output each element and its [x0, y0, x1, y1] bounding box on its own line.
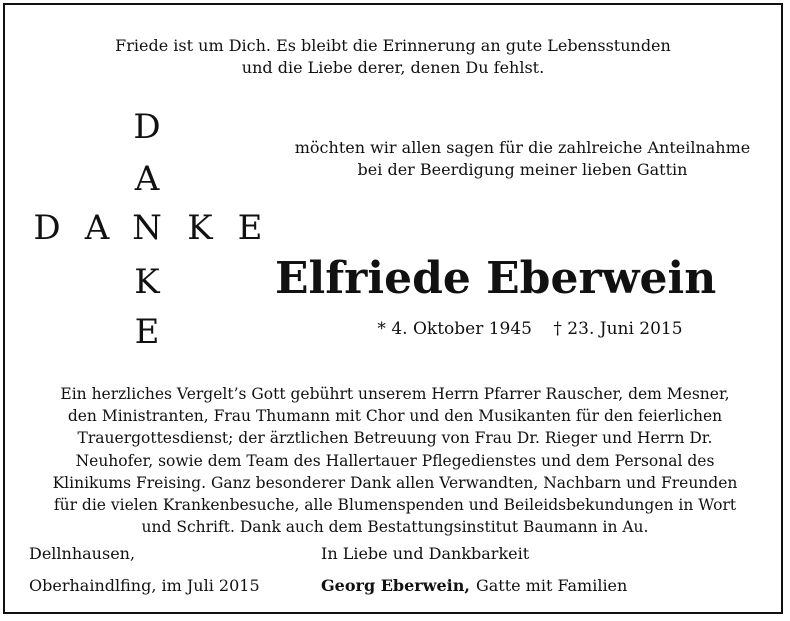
cross-vertical-letter-1: D: [133, 107, 161, 147]
thanks-line: Neuhofer, sowie dem Team des Hallertauer Pflegedienstes und dem Personal des: [75, 451, 715, 470]
signature-place: [29, 543, 260, 597]
thanks-line: den Ministranten, Frau Thumann mit Chor und den Musikanten für den feierlichen: [67, 407, 723, 426]
birth-date: * 4. Oktober 1945: [377, 319, 532, 339]
signatory-relation: Gatte mit Familien: [475, 576, 628, 595]
closing-phrase: In Liebe und Dankbarkeit: [321, 544, 530, 563]
life-dates: [350, 317, 710, 341]
thanks-line: für die vielen Krankenbesuche, alle Blumenspenden und Beileidsbekundungen in Wort: [53, 496, 737, 515]
intro-text: [275, 137, 770, 181]
cross-vertical-letter-2: A: [134, 159, 160, 199]
motto-line-1: Friede ist um Dich. Es bleibt die Erinnerung an gute Lebensstunden: [115, 36, 671, 55]
thanks-line: Trauergottesdienst; der ärztlichen Betreuung von Frau Dr. Rieger und Herrn Dr.: [77, 429, 713, 448]
signatory-name: Georg Eberwein,: [321, 576, 470, 595]
place-line-2: Oberhaindlfing, im Juli 2015: [29, 576, 260, 595]
thanks-line: Klinikums Freising. Ganz besonderer Dank allen Verwandten, Nachbarn und Freunden: [52, 473, 738, 492]
intro-line-2: bei der Beerdigung meiner lieben Gattin: [357, 160, 688, 179]
cross-horizontal-letter-2: A: [84, 208, 110, 248]
intro-line-1: möchten wir allen sagen für die zahlreiche Anteilnahme: [294, 138, 751, 157]
cross-horizontal-letter-4: K: [187, 208, 213, 248]
motto: [5, 35, 781, 79]
motto-line-2: und die Liebe derer, denen Du fehlst.: [241, 58, 545, 77]
signature-block: [321, 543, 627, 597]
place-line-1: Dellnhausen,: [29, 544, 136, 563]
cross-horizontal-letter-5: E: [237, 208, 263, 248]
thanks-line: Ein herzliches Vergelt’s Gott gebührt unserem Herrn Pfarrer Rauscher, dem Mesner,: [60, 385, 730, 403]
cross-vertical-letter-5: E: [134, 312, 160, 352]
cross-horizontal-letter-3: N: [132, 208, 162, 248]
deceased-name: Elfriede Eberwein: [275, 253, 717, 304]
thanks-paragraph: [30, 383, 760, 538]
obituary-notice: [3, 3, 783, 614]
cross-horizontal-letter-1: D: [33, 208, 61, 248]
cross-vertical-letter-4: K: [134, 262, 160, 302]
death-date: † 23. Juni 2015: [553, 319, 683, 339]
thanks-line: und Schrift. Dank auch dem Bestattungsinstitut Baumann in Au.: [141, 518, 649, 537]
signatory: [321, 575, 627, 597]
